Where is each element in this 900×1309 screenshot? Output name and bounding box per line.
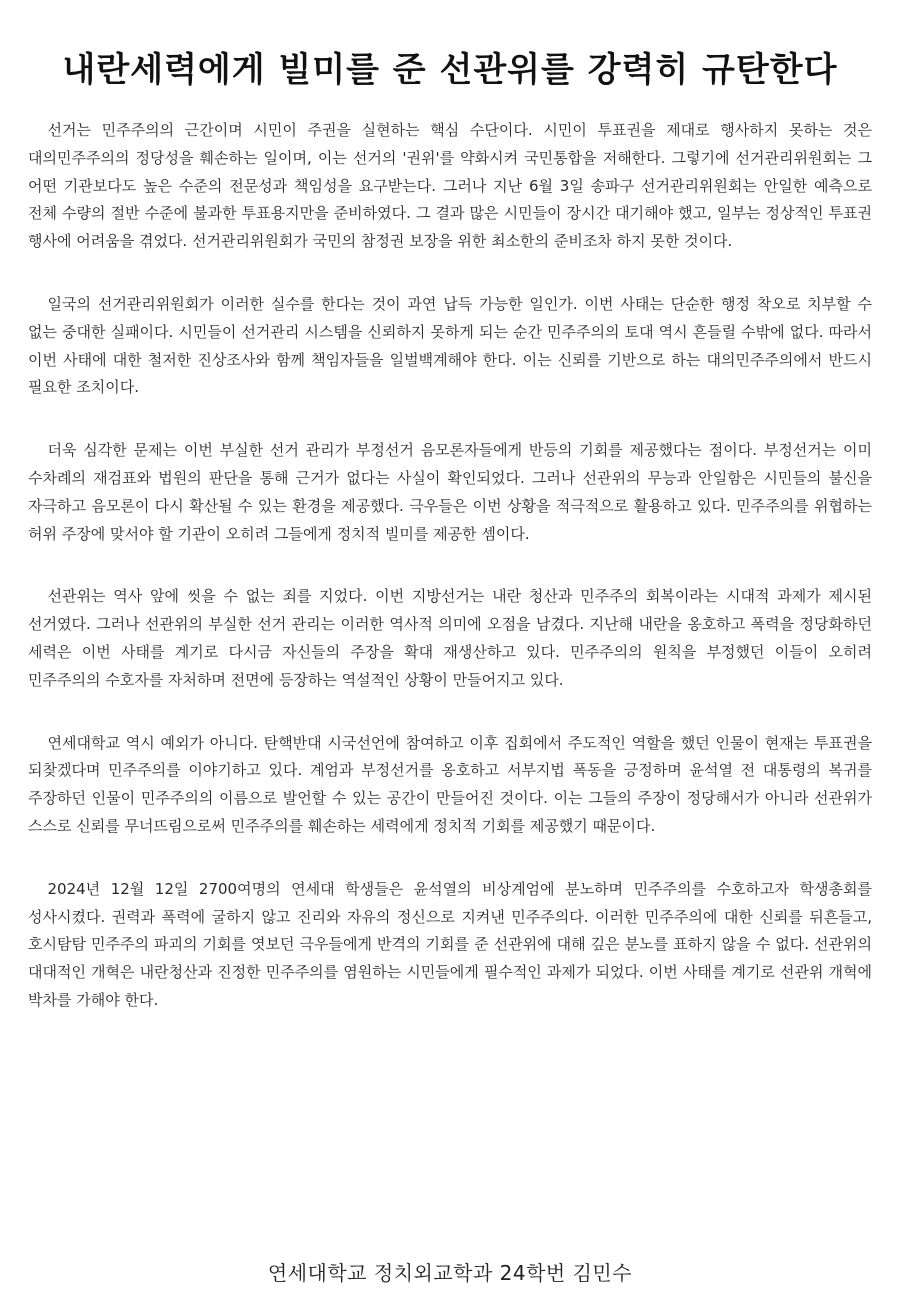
paragraph-2: 일국의 선거관리위원회가 이러한 실수를 한다는 것이 과연 납득 가능한 일인가. 이번 사태는 단순한 행정 착오로 치부할 수 없는 중대한 실패이다. 시민들이 선거관리 시스템을 신뢰하지 못하게 되는 순간 민주주의의 토대 역시 흔들릴 수밖에 없다. 따라서 이번 사태에 대한 철저한 진상조사와 함께 책임자들을 일벌백계해야 한다. 이는 신뢰를 기반으로 하는 대의민주주의에서 반드시 필요한 조치이다. bbox=[28, 294, 872, 397]
paragraph-4: 선관위는 역사 앞에 씻을 수 없는 죄를 지었다. 이번 지방선거는 내란 청산과 민주주의 회복이라는 시대적 과제가 제시된 선거였다. 그러나 선관위의 부실한 선거 관리는 이러한 역사적 의미에 오점을 남겼다. 지난해 내란을 옹호하고 폭력을 정당화하던 세력은 이번 사태를 계기로 다시금 자신들의 주장을 확대 재생산하고 있다. 민주주의의 원칙을 부정했던 이들이 오히려 민주주의의 수호자를 자처하며 전면에 등장하는 역설적인 상황이 만들어지고 있다. bbox=[28, 587, 872, 689]
paragraph-1: 선거는 민주주의의 근간이며 시민이 주권을 실현하는 핵심 수단이다. 시민이 투표권을 제대로 행사하지 못하는 것은 대의민주주의의 정당성을 훼손하는 일이며, 이는 선거의 '권위'를 약화시켜 국민통합을 저해한다. 그렇기에 선거관리위원회는 그 어떤 기관보다도 높은 수준의 전문성과 책임성을 요구받는다. 그러나 지난 6월 3일 송파구 선거관리위원회는 안일한 예측으로 전체 수량의 절반 수준에 불과한 투표용지만을 준비하였다. 그 결과 많은 시민들이 장시간 대기해야 했고, 일부는 정상적인 투표권 행사에 어려움을 겪었다. 선거관리위원회가 국민의 참정권 보장을 위한 최소한의 준비조차 하지 못한 것이다. bbox=[28, 121, 872, 251]
paragraph-6: 2024년 12월 12일 2700여명의 연세대 학생들은 윤석열의 비상계엄에 분노하며 민주주의를 수호하고자 학생총회를 성사시켰다. 권력과 폭력에 굴하지 않고 진리와 자유의 정신으로 지켜낸 민주주의다. 이러한 민주주의에 대한 신뢰를 뒤흔들고, 호시탐탐 민주주의 파괴의 기회를 엿보던 극우들에게 반격의 기회를 준 선관위에 대해 깊은 분노를 표하지 않을 수 없다. 선관위의 대대적인 개혁은 내란청산과 진정한 민주주의를 염원하는 시민들에게 필수적인 과제가 되었다. 이번 사태를 계기로 선관위 개혁에 박차를 가해야 한다. bbox=[28, 879, 872, 1009]
author-signature: 연세대학교 정치외교학과 24학번 김민수 bbox=[267, 1261, 633, 1285]
document-title: 내란세력에게 빌미를 준 선관위를 강력히 규탄한다 bbox=[62, 50, 838, 90]
document-body bbox=[28, 117, 872, 1050]
paragraph-3: 더욱 심각한 문제는 이번 부실한 선거 관리가 부정선거 음모론자들에게 반등의 기회를 제공했다는 점이다. 부정선거는 이미 수차례의 재검표와 법원의 판단을 통해 근거가 없다는 사실이 확인되었다. 그러나 선관위의 무능과 안일함은 시민들의 불신을 자극하고 음모론이 다시 확산될 수 있는 환경을 제공했다. 극우들은 이번 상황을 적극적으로 활용하고 있다. 민주주의를 위협하는 허위 주장에 맞서야 할 기관이 오히려 그들에게 정치적 빌미를 제공한 셈이다. bbox=[28, 441, 872, 543]
paragraph-5: 연세대학교 역시 예외가 아니다. 탄핵반대 시국선언에 참여하고 이후 집회에서 주도적인 역할을 했던 인물이 현재는 투표권을 되찾겠다며 민주주의를 이야기하고 있다. 계엄과 부정선거를 옹호하고 서부지법 폭동을 긍정하며 윤석열 전 대통령의 복귀를 주장하던 인물이 민주주의의 이름으로 발언할 수 있는 공간이 만들어진 것이다. 이는 그들의 주장이 정당해서가 아니라 선관위가 스스로 신뢰를 무너뜨림으로써 민주주의를 훼손하는 세력에게 정치적 기회를 제공했기 때문이다. bbox=[28, 733, 872, 835]
